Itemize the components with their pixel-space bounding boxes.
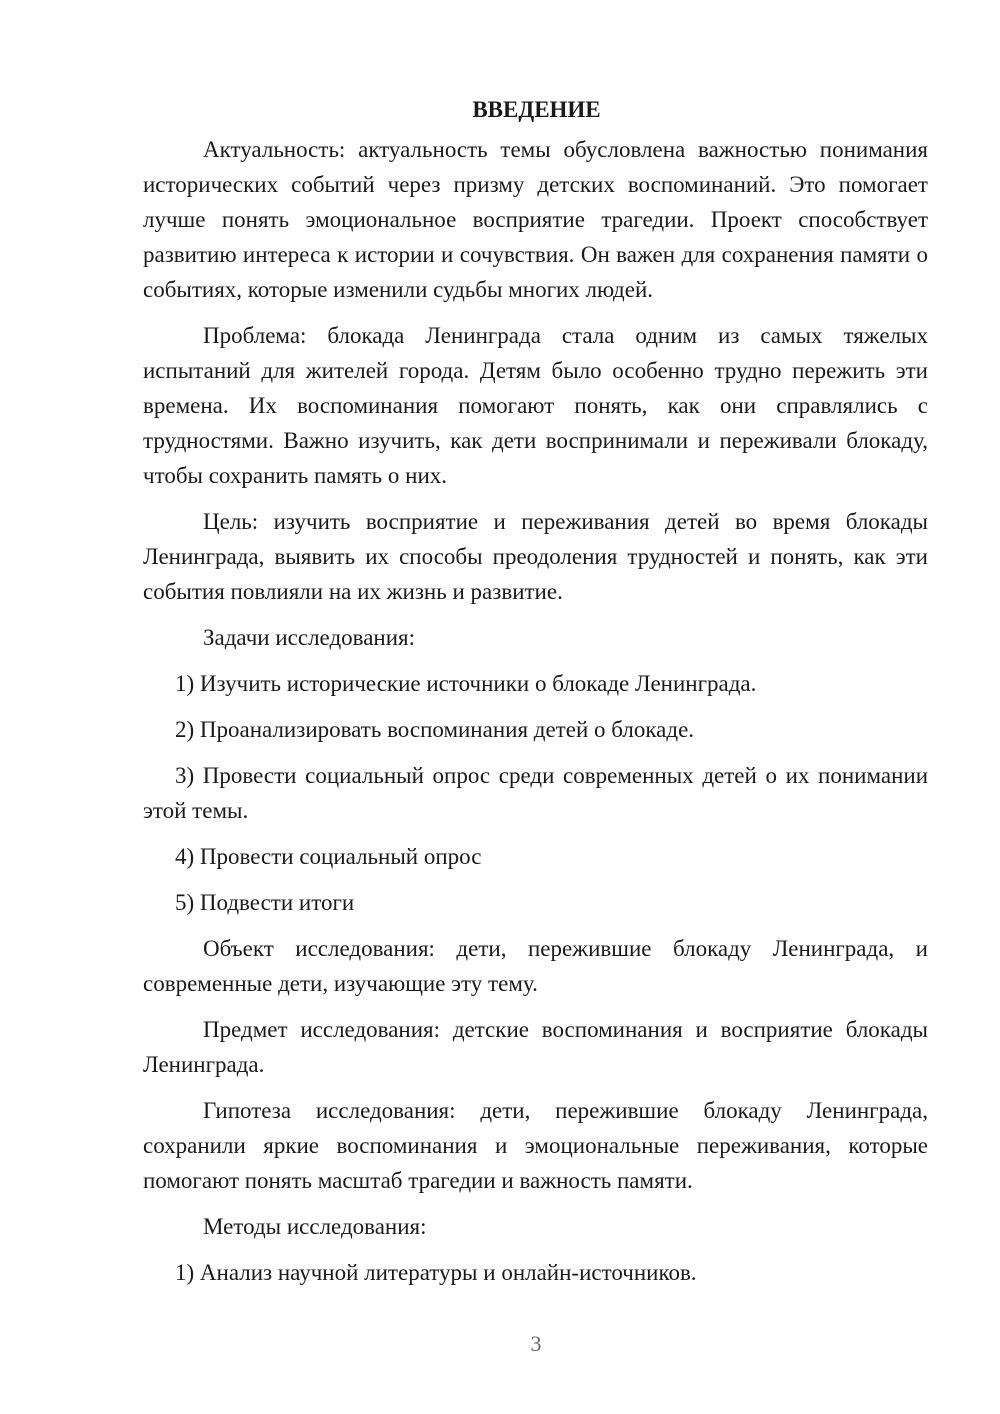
paragraph-relevance: Актуальность: актуальность темы обусловлена важностью понимания исторических событий через призму детских воспоминаний. Это помогает лучше понять эмоциональное восприятие трагедии. Проект способствует развитию интереса к истории и сочувствия. Он важен для сохранения памяти о событиях, которые изменили судьбы многих людей. bbox=[143, 137, 928, 302]
paragraph-hypothesis: Гипотеза исследования: дети, пережившие блокаду Ленинграда, сохранили яркие воспоминания и эмоциональные переживания, которые помогают понять масштаб трагедии и важность памяти. bbox=[143, 1098, 928, 1193]
task-item-2: 2) Проанализировать воспоминания детей о блокаде. bbox=[175, 717, 695, 742]
page-number: 3 bbox=[530, 1331, 542, 1356]
paragraph-object: Объект исследования: дети, пережившие блокаду Ленинграда, и современные дети, изучающие эту тему. bbox=[143, 936, 928, 996]
paragraph-goal: Цель: изучить восприятие и переживания детей во время блокады Ленинграда, выявить их способы преодоления трудностей и понять, как эти события повлияли на их жизнь и развитие. bbox=[143, 509, 928, 604]
page-title: ВВЕДЕНИЕ bbox=[472, 97, 601, 122]
task-item-4: 4) Провести социальный опрос bbox=[175, 844, 482, 869]
methods-heading: Методы исследования: bbox=[203, 1214, 427, 1239]
paragraph-problem: Проблема: блокада Ленинграда стала одним из самых тяжелых испытаний для жителей города. Детям было особенно трудно пережить эти времена. Их воспоминания помогают понять, как они справлялись с трудностями. Важно изучить, как дети воспринимали и переживали блокаду, чтобы сохранить память о них. bbox=[143, 323, 928, 488]
paragraph-subject: Предмет исследования: детские воспоминания и восприятие блокады Ленинграда. bbox=[143, 1017, 928, 1077]
task-item-3: 3) Провести социальный опрос среди современных детей о их понимании этой темы. bbox=[143, 763, 928, 823]
tasks-heading: Задачи исследования: bbox=[203, 625, 416, 650]
method-item-1: 1) Анализ научной литературы и онлайн-источников. bbox=[175, 1260, 697, 1285]
page-content bbox=[143, 92, 928, 1301]
task-item-5: 5) Подвести итоги bbox=[175, 890, 355, 915]
task-item-1: 1) Изучить исторические источники о блокаде Ленинграда. bbox=[175, 671, 757, 696]
